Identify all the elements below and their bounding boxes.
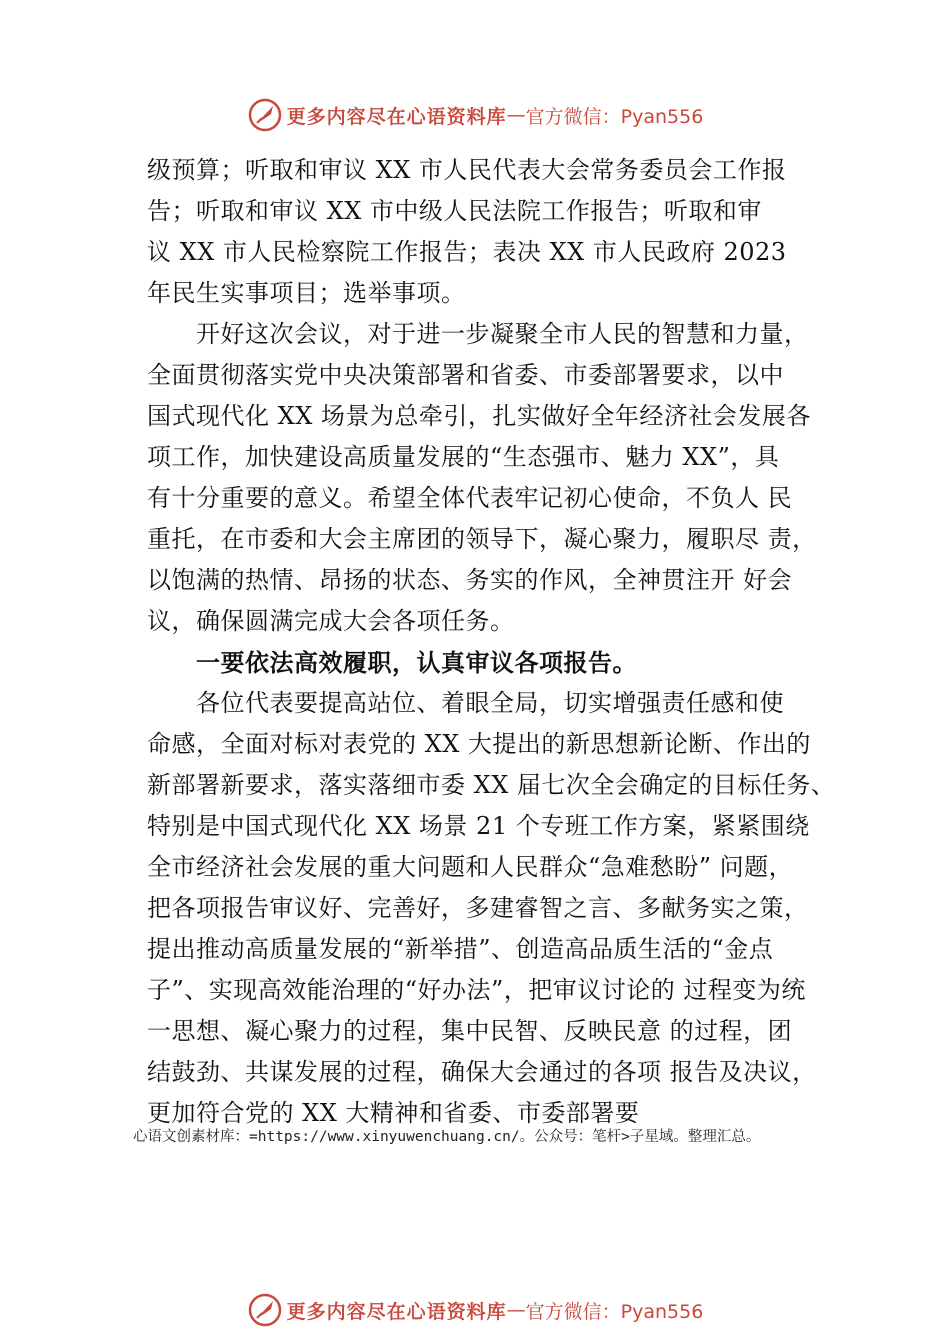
text-line: 以饱满的热情、昂扬的状态、务实的作风，全神贯注开 好会 <box>147 566 793 594</box>
text-line: 国式现代化 XX 场景为总牵引，扎实做好全年经济社会发展各 <box>147 402 811 430</box>
text-line: 提出推动高质量发展的“新举措”、创造高品质生活的“金点 <box>147 935 774 963</box>
text-line: 一思想、凝心聚力的过程，集中民智、反映民意 的过程，团 <box>147 1017 793 1045</box>
text-line: 把各项报告审议好、完善好，多建睿智之言、多献务实之策， <box>147 894 809 922</box>
footer-wechat: 官方微信：Pyan556 <box>525 1300 704 1323</box>
header-wechat: 官方微信：Pyan556 <box>525 105 704 128</box>
text-line: 命感，全面对标对表党的 XX 大提出的新思想新论断、作出的 <box>147 730 811 758</box>
text-line: 议 XX 市人民检察院工作报告；表决 XX 市人民政府 2023 <box>147 238 787 266</box>
header-brand: 更多内容尽在心语资料库 <box>286 105 507 128</box>
text-line: 议，确保圆满完成大会各项任务。 <box>147 607 515 635</box>
text-line: 全市经济社会发展的重大问题和人民群众“急难愁盼” 问题， <box>147 853 794 881</box>
quill-logo-icon <box>247 97 283 133</box>
header-separator: — <box>506 104 526 126</box>
footer-separator: — <box>506 1299 526 1321</box>
quill-logo-icon <box>247 1292 283 1328</box>
header-banner <box>0 95 950 135</box>
text-line: 开好这次会议，对于进一步凝聚全市人民的智慧和力量， <box>196 320 809 348</box>
text-line: 新部署新要求，落实落细市委 XX 届七次全会确定的目标任务、 <box>147 771 836 799</box>
text-line: 告；听取和审议 XX 市中级人民法院工作报告；听取和审 <box>147 197 762 225</box>
text-line: 特别是中国式现代化 XX 场景 21 个专班工作方案，紧紧围绕 <box>147 812 810 840</box>
footer-brand: 更多内容尽在心语资料库 <box>286 1300 507 1323</box>
text-line: 有十分重要的意义。希望全体代表牢记初心使命，不负人 民 <box>147 484 793 512</box>
text-line: 项工作，加快建设高质量发展的“生态强市、魅力 XX”，具 <box>147 443 780 471</box>
document-body <box>147 150 847 1134</box>
text-line: 重托，在市委和大会主席团的领导下，凝心聚力，履职尽 责， <box>147 525 817 553</box>
section-heading: 一要依法高效履职，认真审议各项报告。 <box>196 648 637 677</box>
text-line: 结鼓劲、共谋发展的过程，确保大会通过的各项 报告及决议， <box>147 1058 817 1086</box>
text-line: 级预算；听取和审议 XX 市人民代表大会常务委员会工作报 <box>147 156 787 184</box>
footer-banner <box>0 1290 950 1330</box>
text-line: 各位代表要提高站位、着眼全局，切实增强责任感和使 <box>196 689 784 717</box>
source-note: 心语文创素材库：=https://www.xinyuwenchuang.cn/。公众号：笔杆>子星域。整理汇总。 <box>133 1129 761 1145</box>
text-line: 更加符合党的 XX 大精神和省委、市委部署要 <box>147 1099 640 1127</box>
text-line: 子”、实现高效能治理的“好办法”，把审议讨论的 过程变为统 <box>147 976 806 1004</box>
text-line: 年民生实事项目；选举事项。 <box>147 279 466 307</box>
text-line: 全面贯彻落实党中央决策部署和省委、市委部署要求，以中 <box>147 361 784 389</box>
